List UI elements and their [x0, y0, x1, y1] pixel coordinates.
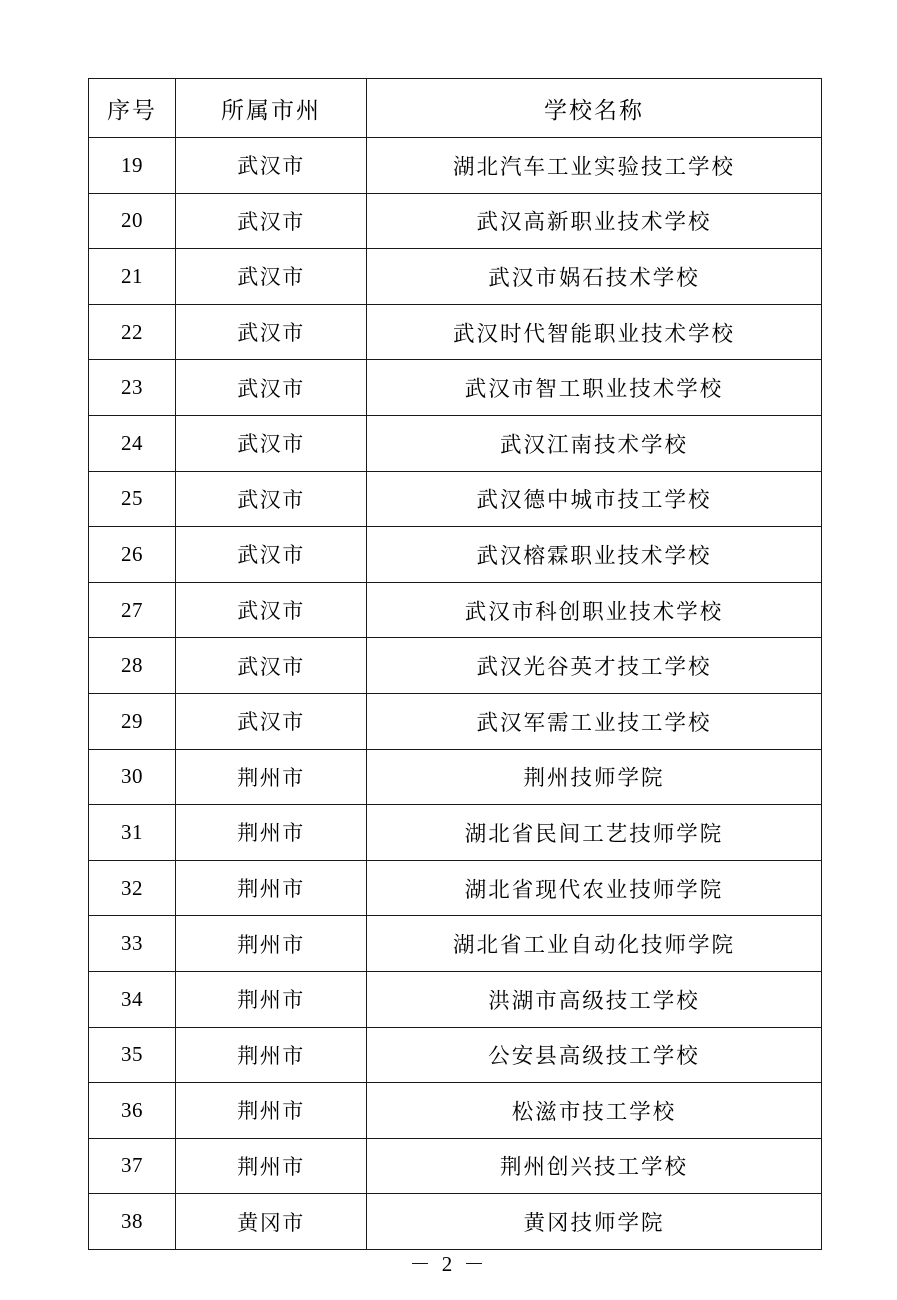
table-row [89, 138, 822, 194]
cell-city: 武汉市 [176, 193, 367, 249]
cell-index: 19 [89, 138, 176, 194]
table-row [89, 1083, 822, 1139]
cell-city: 武汉市 [176, 304, 367, 360]
cell-school-name: 荆州技师学院 [367, 749, 822, 805]
table-row [89, 916, 822, 972]
table-row [89, 360, 822, 416]
cell-city: 武汉市 [176, 360, 367, 416]
cell-school-name: 武汉光谷英才技工学校 [367, 638, 822, 694]
cell-school-name: 武汉市科创职业技术学校 [367, 582, 822, 638]
cell-index: 21 [89, 249, 176, 305]
cell-city: 荆州市 [176, 916, 367, 972]
cell-school-name: 武汉江南技术学校 [367, 415, 822, 471]
cell-city: 荆州市 [176, 805, 367, 861]
cell-city: 荆州市 [176, 1027, 367, 1083]
cell-school-name: 武汉德中城市技工学校 [367, 471, 822, 527]
cell-city: 武汉市 [176, 638, 367, 694]
table-row [89, 249, 822, 305]
table-row [89, 749, 822, 805]
cell-city: 荆州市 [176, 749, 367, 805]
table-header [89, 79, 822, 138]
cell-school-name: 黄冈技师学院 [367, 1194, 822, 1250]
table-row [89, 638, 822, 694]
cell-school-name: 武汉榕霖职业技术学校 [367, 527, 822, 583]
table-row [89, 415, 822, 471]
cell-index: 31 [89, 805, 176, 861]
cell-index: 26 [89, 527, 176, 583]
column-header-index: 序号 [89, 79, 176, 138]
cell-city: 武汉市 [176, 582, 367, 638]
cell-index: 37 [89, 1138, 176, 1194]
cell-index: 27 [89, 582, 176, 638]
cell-city: 黄冈市 [176, 1194, 367, 1250]
cell-school-name: 武汉军需工业技工学校 [367, 693, 822, 749]
table-row [89, 582, 822, 638]
table-row [89, 471, 822, 527]
table-body [89, 138, 822, 1250]
cell-school-name: 荆州创兴技工学校 [367, 1138, 822, 1194]
cell-index: 25 [89, 471, 176, 527]
cell-city: 武汉市 [176, 415, 367, 471]
cell-index: 33 [89, 916, 176, 972]
cell-index: 30 [89, 749, 176, 805]
cell-index: 38 [89, 1194, 176, 1250]
table-row [89, 304, 822, 360]
table-row [89, 860, 822, 916]
table-row [89, 1138, 822, 1194]
table-header-row [89, 79, 822, 138]
cell-school-name: 洪湖市高级技工学校 [367, 971, 822, 1027]
cell-city: 武汉市 [176, 693, 367, 749]
cell-city: 荆州市 [176, 971, 367, 1027]
table-row [89, 971, 822, 1027]
cell-city: 武汉市 [176, 249, 367, 305]
cell-index: 20 [89, 193, 176, 249]
table-row [89, 1027, 822, 1083]
cell-city: 武汉市 [176, 138, 367, 194]
cell-city: 荆州市 [176, 860, 367, 916]
page-number: － 2 － [409, 1252, 488, 1276]
column-header-school: 学校名称 [367, 79, 822, 138]
cell-school-name: 湖北省现代农业技师学院 [367, 860, 822, 916]
cell-city: 武汉市 [176, 471, 367, 527]
cell-school-name: 湖北省民间工艺技师学院 [367, 805, 822, 861]
cell-index: 36 [89, 1083, 176, 1139]
cell-school-name: 武汉时代智能职业技术学校 [367, 304, 822, 360]
cell-school-name: 武汉市娲石技术学校 [367, 249, 822, 305]
cell-school-name: 湖北省工业自动化技师学院 [367, 916, 822, 972]
table-row [89, 805, 822, 861]
cell-school-name: 湖北汽车工业实验技工学校 [367, 138, 822, 194]
cell-school-name: 松滋市技工学校 [367, 1083, 822, 1139]
cell-index: 22 [89, 304, 176, 360]
cell-school-name: 公安县高级技工学校 [367, 1027, 822, 1083]
cell-index: 32 [89, 860, 176, 916]
table-row [89, 527, 822, 583]
cell-school-name: 武汉市智工职业技术学校 [367, 360, 822, 416]
table-row [89, 693, 822, 749]
cell-city: 荆州市 [176, 1083, 367, 1139]
cell-city: 荆州市 [176, 1138, 367, 1194]
cell-index: 24 [89, 415, 176, 471]
table-row [89, 1194, 822, 1250]
table-row [89, 193, 822, 249]
cell-city: 武汉市 [176, 527, 367, 583]
school-list-table [88, 78, 822, 1250]
cell-index: 28 [89, 638, 176, 694]
cell-index: 29 [89, 693, 176, 749]
cell-school-name: 武汉高新职业技术学校 [367, 193, 822, 249]
cell-index: 35 [89, 1027, 176, 1083]
cell-index: 23 [89, 360, 176, 416]
column-header-city: 所属市州 [176, 79, 367, 138]
cell-index: 34 [89, 971, 176, 1027]
